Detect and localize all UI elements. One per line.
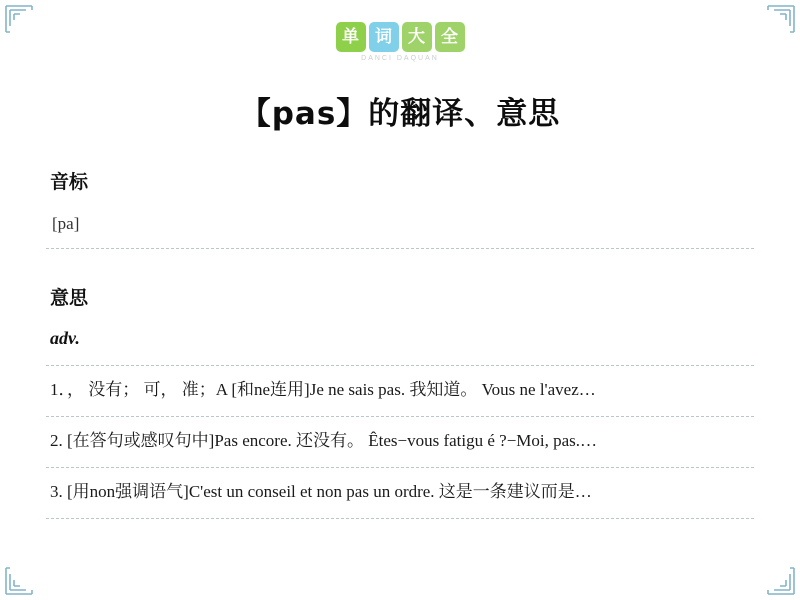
logo-block-4: 全: [435, 22, 465, 52]
definition-entry-3: 3. [用non强调语气]C'est un conseil et non pas un ordre. 这是一条建议而是…: [50, 481, 592, 501]
definition-entry-1: 1．， 没有； 可， 准；A [和ne连用]Je ne sais pas. 我知道。 Vous ne l'avez…: [50, 380, 596, 399]
logo-caption: DANCI DAQUAN: [361, 55, 439, 62]
logo-block-3: 大: [402, 22, 432, 52]
section-heading-meaning: 意思: [50, 287, 89, 309]
section-meaning: [46, 283, 754, 349]
section-heading-phonetic: 音标: [50, 171, 89, 193]
definition-entry-2: 2. [在答句或感叹句中]Pas encore. 还没有。 Êtes−vous fatigu é ?−Moi, pas.…: [50, 430, 598, 450]
logo-block-2: 词: [369, 22, 399, 52]
logo-block-1: 单: [336, 22, 366, 52]
part-of-speech: adv.: [50, 328, 80, 348]
phonetic-value: [pa]: [52, 214, 80, 233]
divider-5: [46, 518, 754, 519]
section-phonetic: [46, 167, 754, 234]
page-title: 【pas】的翻译、意思: [239, 96, 561, 132]
logo-blocks: [336, 22, 465, 52]
divider-1: [46, 248, 754, 249]
site-logo[interactable]: [46, 22, 754, 62]
